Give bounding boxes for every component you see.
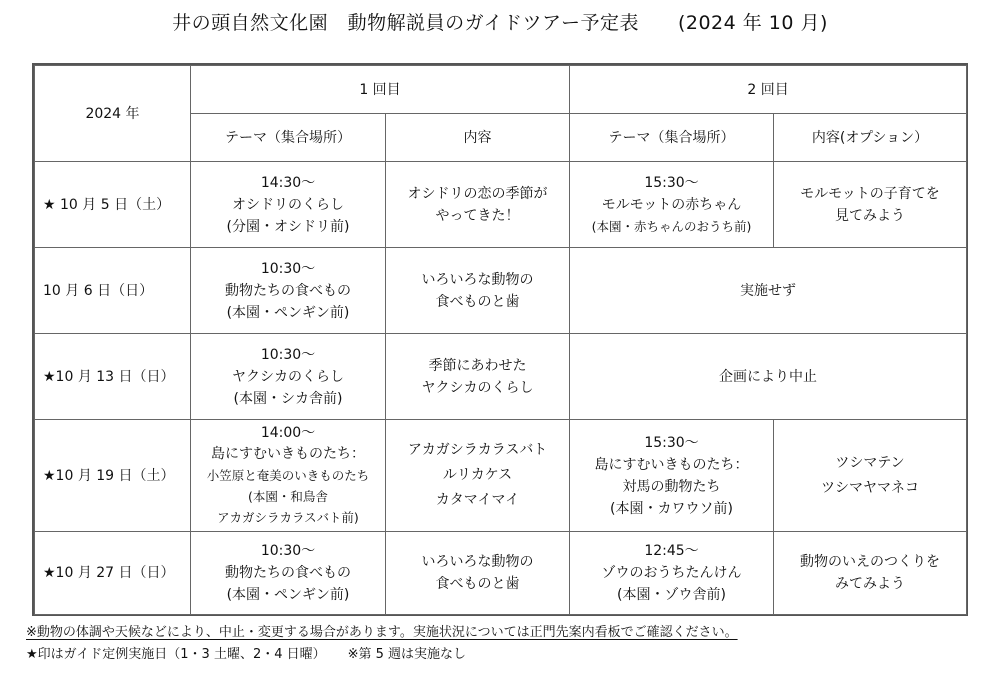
table-row bbox=[35, 420, 967, 532]
place-text: アカガシラカラスバト前) bbox=[217, 510, 359, 525]
note-text: ※第 5 週は実施なし bbox=[347, 647, 467, 662]
round2-merged-cell: 企画により中止 bbox=[570, 334, 967, 420]
content-line: やってきた！ bbox=[435, 207, 520, 224]
round2-header: 2 回目 bbox=[570, 66, 967, 114]
theme-text: 動物たちの食べもの bbox=[225, 282, 351, 299]
time-text: 15:30〜 bbox=[644, 174, 699, 191]
table-row bbox=[35, 334, 967, 420]
round2-theme-cell bbox=[570, 532, 774, 615]
time-text: 10:30〜 bbox=[260, 346, 316, 363]
content-line: モルモットの子育てを bbox=[800, 185, 940, 202]
content-line: ツシマヤマネコ bbox=[821, 479, 920, 496]
content-line: ツシマテン bbox=[835, 454, 905, 471]
theme2-header: テーマ（集合場所） bbox=[570, 114, 774, 162]
theme-text: 小笠原と奄美のいきものたち bbox=[206, 468, 370, 483]
round2-content-cell bbox=[774, 420, 967, 532]
theme-text: ゾウのおうちたんけん bbox=[601, 565, 742, 581]
round1-content-cell bbox=[386, 248, 570, 334]
content-line: 見てみよう bbox=[835, 207, 906, 224]
theme-text: ヤクシカのくらし bbox=[232, 368, 344, 385]
round1-theme-cell bbox=[191, 532, 386, 615]
time-text: 12:45〜 bbox=[644, 543, 699, 559]
round1-theme-cell bbox=[191, 248, 386, 334]
place-text: (本園・カワウソ前) bbox=[610, 500, 733, 517]
date-cell: 10 月 6 日（日） bbox=[35, 248, 191, 334]
place-text: (本園・ゾウ舎前) bbox=[617, 587, 726, 603]
date-cell: ★10 月 19 日（土） bbox=[35, 420, 191, 532]
content-line: カタマイマイ bbox=[435, 492, 520, 508]
table-row bbox=[35, 248, 967, 334]
round1-content-cell bbox=[386, 334, 570, 420]
place-text: (本園・和鳥舎 bbox=[248, 489, 328, 504]
place-text: (分園・オシドリ前) bbox=[226, 218, 350, 235]
round2-theme-cell bbox=[570, 420, 774, 532]
table-row bbox=[35, 532, 967, 615]
round1-header: 1 回目 bbox=[191, 66, 570, 114]
content-line: みてみよう bbox=[835, 576, 906, 592]
theme-text: モルモットの赤ちゃん bbox=[601, 196, 742, 213]
page-title: 井の頭自然文化園 動物解説員のガイドツアー予定表 (2024 年 10 月) bbox=[172, 12, 828, 34]
time-text: 10:30〜 bbox=[260, 543, 316, 559]
content2-header: 内容(オプション） bbox=[774, 114, 967, 162]
round2-content-cell bbox=[774, 162, 967, 248]
year-header: 2024 年 bbox=[35, 66, 191, 162]
note-line bbox=[26, 644, 738, 666]
schedule-table bbox=[34, 65, 967, 615]
round2-theme-cell bbox=[570, 162, 774, 248]
place-text: (本園・ペンギン前) bbox=[226, 587, 350, 603]
round1-content-cell bbox=[386, 162, 570, 248]
content-line: 季節にあわせた bbox=[428, 357, 527, 374]
round1-theme-cell bbox=[191, 334, 386, 420]
theme-text: 島にすむいきものたち： bbox=[594, 456, 749, 473]
content-line: 食べものと歯 bbox=[435, 293, 520, 310]
place-text: (本園・シカ舎前) bbox=[233, 390, 343, 407]
table-row bbox=[35, 162, 967, 248]
round2-merged-cell: 実施せず bbox=[570, 248, 967, 334]
theme-text: 島にすむいきものたち： bbox=[211, 446, 365, 462]
theme-text: 対馬の動物たち bbox=[622, 478, 721, 495]
content-line: いろいろな動物の bbox=[421, 554, 534, 570]
content1-header: 内容 bbox=[386, 114, 570, 162]
place-text: (本園・赤ちゃんのおうち前) bbox=[591, 218, 752, 234]
date-cell: ★ 10 月 5 日（土） bbox=[35, 162, 191, 248]
place-text: (本園・ペンギン前) bbox=[226, 304, 350, 321]
time-text: 10:30〜 bbox=[260, 260, 316, 277]
round1-content-cell bbox=[386, 420, 570, 532]
theme-text: 動物たちの食べもの bbox=[225, 565, 351, 581]
theme1-header: テーマ（集合場所） bbox=[191, 114, 386, 162]
time-text: 15:30〜 bbox=[644, 434, 699, 451]
content-line: 食べものと歯 bbox=[435, 576, 520, 592]
footnotes bbox=[26, 622, 738, 666]
theme-text: オシドリのくらし bbox=[232, 196, 344, 213]
date-cell: ★10 月 27 日（日） bbox=[35, 532, 191, 615]
round2-content-cell bbox=[774, 532, 967, 615]
content-line: オシドリの恋の季節が bbox=[407, 185, 548, 202]
time-text: 14:00〜 bbox=[260, 425, 316, 441]
content-line: ルリカケス bbox=[442, 467, 513, 483]
round1-content-cell bbox=[386, 532, 570, 615]
content-line: いろいろな動物の bbox=[421, 271, 534, 288]
content-line: 動物のいえのつくりを bbox=[800, 554, 941, 570]
content-line: ヤクシカのくらし bbox=[421, 379, 534, 396]
date-cell: ★10 月 13 日（日） bbox=[35, 334, 191, 420]
round1-theme-cell bbox=[191, 420, 386, 532]
time-text: 14:30〜 bbox=[260, 174, 316, 191]
note-text: ★印はガイド定例実施日（1・3 土曜、2・4 日曜） bbox=[26, 647, 326, 662]
content-line: アカガシラカラスバト bbox=[407, 442, 548, 458]
note-line: ※動物の体調や天候などにより、中止・変更する場合があります。実施状況については正門先案内看板でご確認ください。 bbox=[26, 625, 738, 640]
round1-theme-cell bbox=[191, 162, 386, 248]
